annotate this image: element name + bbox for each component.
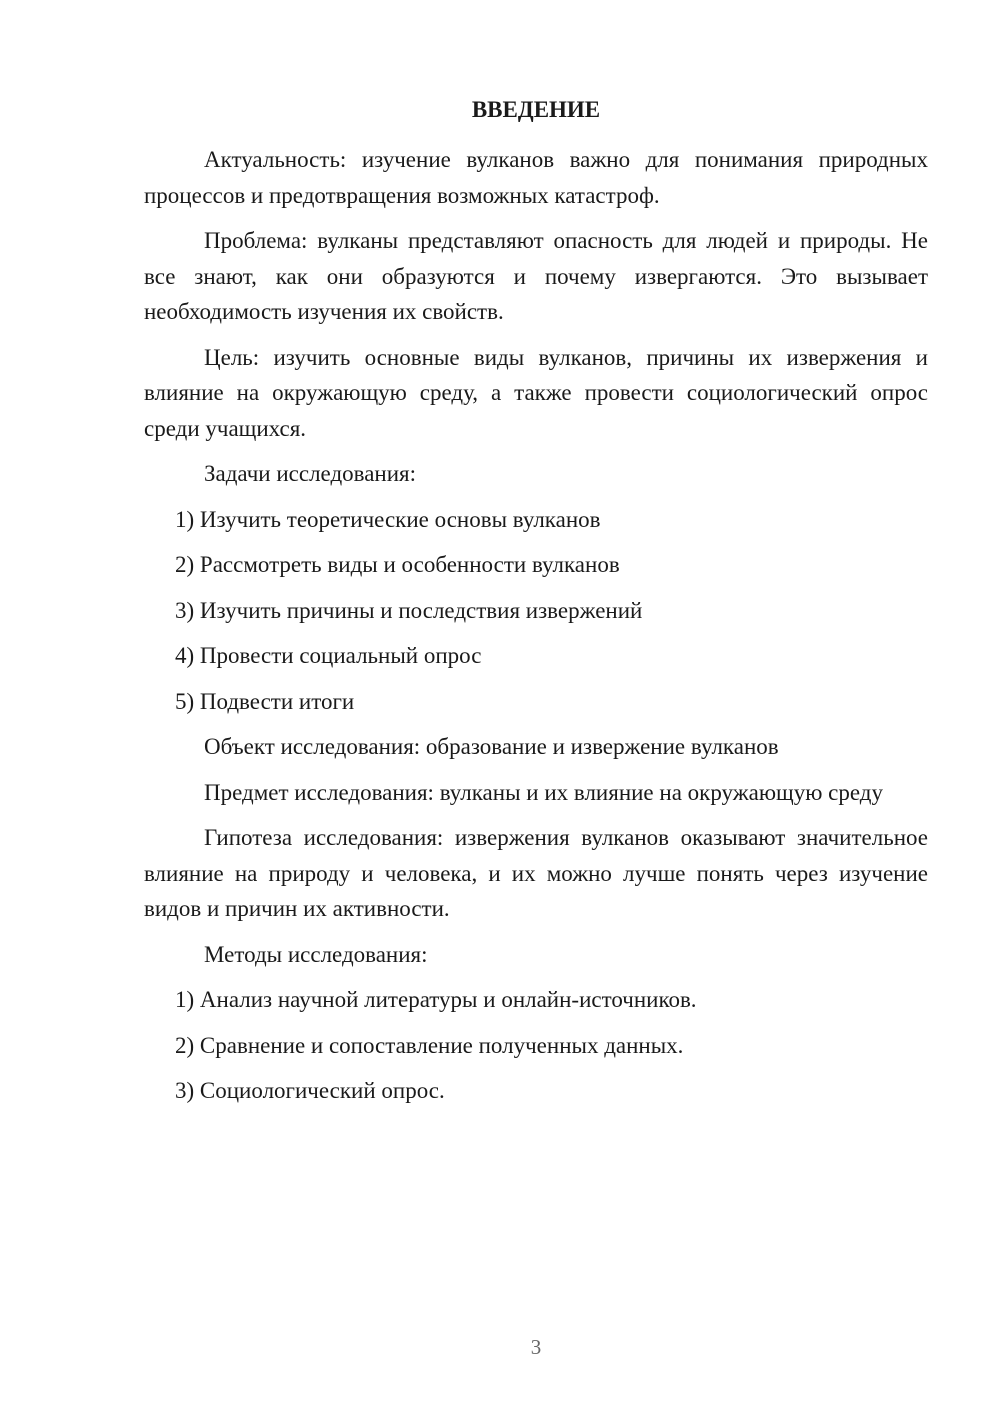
list-item: 3) Социологический опрос.	[175, 1078, 445, 1103]
tasks-list	[144, 502, 928, 720]
list-item: 2) Сравнение и сопоставление полученных данных.	[175, 1032, 684, 1058]
goal-paragraph: Цель: изучить основные виды вулканов, причины их извержения и влияние на окружающую среду, а также провести социологический опрос среди учащихся.	[144, 344, 928, 441]
tasks-heading: Задачи исследования:	[204, 461, 417, 486]
methods-list	[144, 982, 928, 1109]
object-paragraph: Объект исследования: образование и извержение вулканов	[204, 734, 779, 759]
list-item: 4) Провести социальный опрос	[175, 643, 482, 668]
relevance-paragraph: Актуальность: изучение вулканов важно для понимания природных процессов и предотвращения возможных катастроф.	[144, 147, 928, 208]
page-title: ВВЕДЕНИЕ	[471, 97, 601, 122]
hypothesis-paragraph: Гипотеза исследования: извержения вулканов оказывают значительное влияние на природу и человека, и их можно лучше понять через изучение видов и причин их активности.	[144, 825, 928, 921]
document-body	[144, 142, 928, 1119]
methods-heading: Методы исследования:	[204, 941, 428, 967]
subject-paragraph: Предмет исследования: вулканы и их влияние на окружающую среду	[204, 779, 883, 805]
problem-paragraph: Проблема: вулканы представляют опасность для людей и природы. Не все знают, как они образуются и почему извергаются. Это вызывает необходимость изучения их свойств.	[144, 228, 928, 324]
page-number: 3	[530, 1335, 542, 1359]
list-item: 1) Изучить теоретические основы вулканов	[175, 506, 601, 532]
list-item: 1) Анализ научной литературы и онлайн-источников.	[175, 987, 697, 1012]
list-item: 5) Подвести итоги	[175, 688, 355, 714]
list-item: 3) Изучить причины и последствия извержений	[175, 597, 643, 623]
list-item: 2) Рассмотреть виды и особенности вулканов	[175, 552, 620, 577]
